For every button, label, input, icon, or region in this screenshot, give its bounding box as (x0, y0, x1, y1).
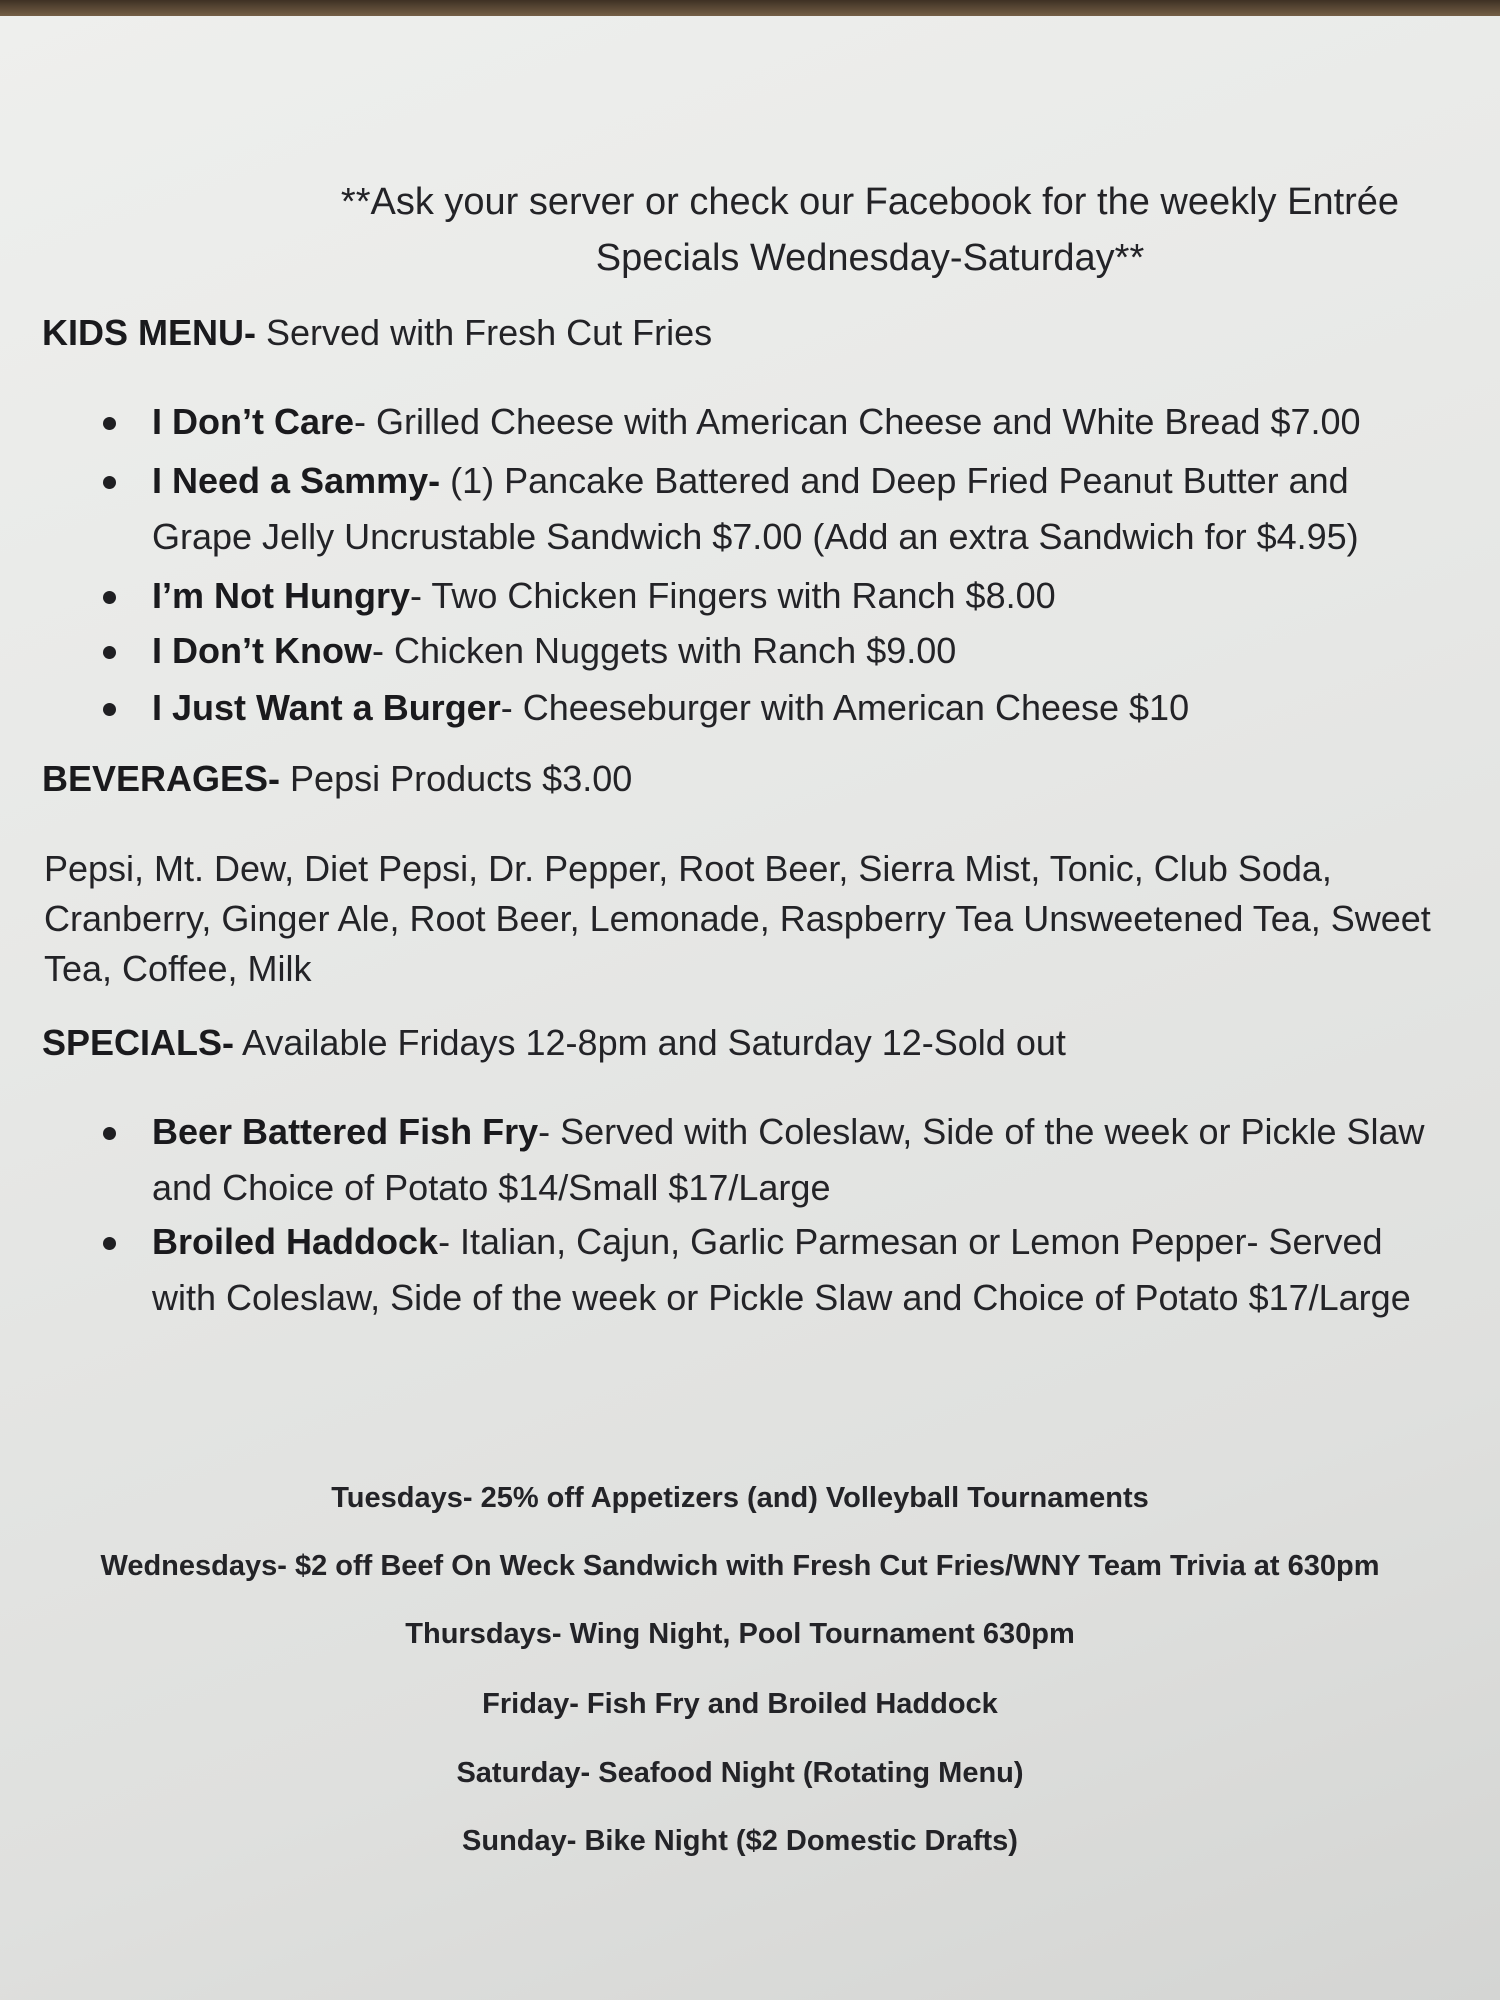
kids-item-text (152, 680, 1442, 736)
kids-item-text (152, 453, 1442, 565)
beverages-subtitle: Pepsi Products $3.00 (280, 758, 633, 799)
bullet-icon (103, 417, 116, 430)
weekly-thursday: Thursdays- Wing Night, Pool Tournament 630pm (405, 1618, 1075, 1650)
specials-notice (300, 174, 1440, 286)
kids-item-name: I Don’t Know (152, 630, 372, 671)
weekly-wednesday: Wednesdays- $2 off Beef On Weck Sandwich with Fresh Cut Fries/WNY Team Trivia at 630pm (100, 1550, 1380, 1582)
kids-item-name: I Don’t Care (152, 401, 355, 442)
kids-menu-title: KIDS MENU- (42, 312, 256, 353)
bullet-icon (103, 476, 116, 489)
kids-menu-subtitle: Served with Fresh Cut Fries (256, 312, 713, 353)
kids-item-desc: - Grilled Cheese with American Cheese and White Bread $7.00 (354, 401, 1361, 442)
special-item-desc: - Italian, Cajun, Garlic Parmesan or Lemon Pepper- Served with Coleslaw, Side of the week or Pickle Slaw and Choice of Potato $17/Large (152, 1221, 1411, 1318)
special-item-text (152, 1214, 1442, 1326)
weekly-sunday: Sunday- Bike Night ($2 Domestic Drafts) (462, 1825, 1018, 1857)
special-item-name: Broiled Haddock (152, 1221, 439, 1262)
kids-item-desc: - Chicken Nuggets with Ranch $9.00 (371, 630, 957, 671)
bullet-icon (103, 591, 116, 604)
specials-subtitle: Available Fridays 12-8pm and Saturday 12-Sold out (234, 1022, 1066, 1063)
bullet-icon (103, 703, 116, 716)
kids-item-desc: (1) Pancake Battered and Deep Fried Peanut Butter and Grape Jelly Uncrustable Sandwich $7.00 (Add an extra Sandwich for $4.95) (152, 460, 1359, 557)
notice-line-2: Specials Wednesday-Saturday** (595, 237, 1145, 279)
bullet-icon (103, 1127, 116, 1140)
kids-item-text (152, 394, 1442, 450)
specials-heading (42, 1022, 1066, 1064)
bullet-icon (103, 1237, 116, 1250)
special-item-desc: - Served with Coleslaw, Side of the week or Pickle Slaw and Choice of Potato $14/Small $17/Large (152, 1111, 1425, 1208)
kids-menu-heading (42, 312, 712, 354)
notice-line-1: **Ask your server or check our Facebook for the weekly Entrée (340, 181, 1400, 223)
beverages-title: BEVERAGES- (42, 758, 281, 799)
special-item-text (152, 1104, 1442, 1216)
menu-paper (0, 16, 1500, 2000)
kids-item-text (152, 623, 1442, 679)
beverages-heading (42, 758, 632, 800)
weekly-tuesday: Tuesdays- 25% off Appetizers (and) Volleyball Tournaments (331, 1482, 1149, 1514)
special-item-name: Beer Battered Fish Fry (152, 1111, 539, 1152)
kids-item-text (152, 568, 1442, 624)
beverages-list: Pepsi, Mt. Dew, Diet Pepsi, Dr. Pepper, Root Beer, Sierra Mist, Tonic, Club Soda, Cranberry, Ginger Ale, Root Beer, Lemonade, Raspberry Tea Unsweetened Tea, Sweet Tea, Coffee, Milk (44, 848, 1431, 989)
kids-item-desc: - Two Chicken Fingers with Ranch $8.00 (410, 575, 1056, 616)
specials-title: SPECIALS- (42, 1022, 235, 1063)
kids-item-name: I’m Not Hungry (152, 575, 410, 616)
weekly-friday: Friday- Fish Fry and Broiled Haddock (482, 1688, 998, 1720)
kids-item-name: I Just Want a Burger (152, 687, 501, 728)
kids-item-desc: - Cheeseburger with American Cheese $10 (500, 687, 1190, 728)
bullet-icon (103, 646, 116, 659)
kids-item-name: I Need a Sammy- (152, 460, 441, 501)
weekly-saturday: Saturday- Seafood Night (Rotating Menu) (456, 1757, 1024, 1789)
